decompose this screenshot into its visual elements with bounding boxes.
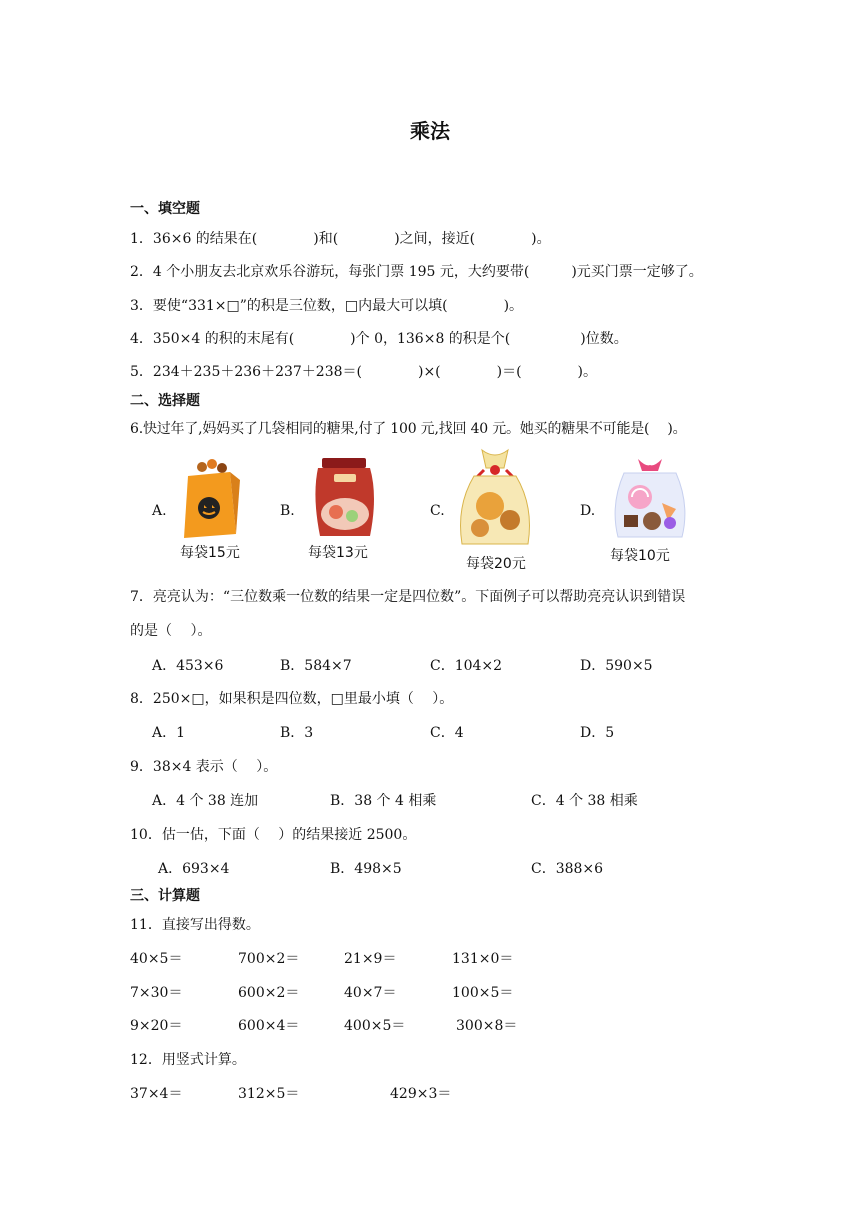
page-title: 乘法 [410, 119, 450, 143]
question-12: 12．用竖式计算。 [130, 1052, 246, 1068]
q11-item: 40×5＝ [130, 951, 183, 967]
question-6: 6.快过年了,妈妈买了几袋相同的糖果,付了 100 元,找回 40 元。她买的糖果不可能是( )。 [130, 421, 687, 437]
q10-option-a: A．693×4 [158, 861, 230, 877]
q11-item: 9×20＝ [130, 1018, 183, 1034]
candy-bag-icon [610, 455, 690, 541]
cookie-bag-icon [452, 446, 538, 552]
q11-item: 40×7＝ [344, 985, 397, 1001]
q6-option-b-label: B. [280, 503, 295, 519]
q8-option-a: A．1 [152, 725, 186, 741]
q6-option-a-price: 每袋15元 [180, 545, 240, 561]
question-4: 4．350×4 的积的末尾有( )个 0，136×8 的积是个( )位数。 [130, 331, 628, 347]
q12-item: 312×5＝ [238, 1086, 300, 1102]
q7-option-d: D．590×5 [580, 658, 653, 674]
question-7-line-1: 7．亮亮认为：“三位数乘一位数的结果一定是四位数”。下面例子可以帮助亮亮认识到错误 [130, 589, 686, 605]
q11-item: 7×30＝ [130, 985, 183, 1001]
question-3: 3．要使“331×□”的积是三位数，□内最大可以填( )。 [130, 298, 524, 314]
question-5: 5．234＋235＋236＋237＋238＝( )×( )＝( )。 [130, 364, 598, 380]
question-11: 11．直接写出得数。 [130, 917, 260, 933]
q10-option-c: C．388×6 [531, 861, 604, 877]
q6-option-c-price: 每袋20元 [466, 556, 526, 572]
q9-option-c: C．4 个 38 相乘 [531, 793, 638, 809]
q6-option-d-label: D. [580, 503, 596, 519]
q10-option-b: B．498×5 [330, 861, 402, 877]
question-9: 9．38×4 表示（ ）。 [130, 759, 278, 775]
red-snack-bag-icon [308, 456, 382, 540]
question-8: 8．250×□，如果积是四位数，□里最小填（ ）。 [130, 691, 454, 707]
section-fill-blank: 一、填空题 [130, 201, 200, 217]
q7-option-c: C．104×2 [430, 658, 503, 674]
q8-option-c: C．4 [430, 725, 464, 741]
q11-item: 21×9＝ [344, 951, 397, 967]
question-7-line-2: 的是（ ）。 [130, 623, 212, 639]
q6-option-a-label: A. [152, 503, 167, 519]
q9-option-a: A．4 个 38 连加 [152, 793, 259, 809]
question-2: 2．4 个小朋友去北京欢乐谷游玩，每张门票 195 元，大约要带( )元买门票一定够了。 [130, 264, 703, 280]
q7-option-b: B．584×7 [280, 658, 352, 674]
q11-item: 700×2＝ [238, 951, 300, 967]
q11-item: 600×2＝ [238, 985, 300, 1001]
q11-item: 100×5＝ [452, 985, 514, 1001]
q6-option-c-label: C. [430, 503, 445, 519]
q6-option-d-price: 每袋10元 [610, 548, 670, 564]
q12-item: 429×3＝ [390, 1086, 452, 1102]
question-1: 1．36×6 的结果在( )和( )之间，接近( )。 [130, 231, 551, 247]
q8-option-d: D．5 [580, 725, 615, 741]
section-calculation: 三、计算题 [130, 888, 200, 904]
section-choice: 二、选择题 [130, 393, 200, 409]
q11-item: 131×0＝ [452, 951, 514, 967]
q8-option-b: B．3 [280, 725, 314, 741]
orange-bag-icon [180, 458, 242, 540]
q6-option-b-price: 每袋13元 [308, 545, 368, 561]
q12-item: 37×4＝ [130, 1086, 183, 1102]
q9-option-b: B．38 个 4 相乘 [330, 793, 437, 809]
q11-item: 300×8＝ [456, 1018, 518, 1034]
question-10: 10．估一估，下面（ ）的结果接近 2500。 [130, 827, 417, 843]
q11-item: 400×5＝ [344, 1018, 406, 1034]
q7-option-a: A．453×6 [152, 658, 224, 674]
q11-item: 600×4＝ [238, 1018, 300, 1034]
